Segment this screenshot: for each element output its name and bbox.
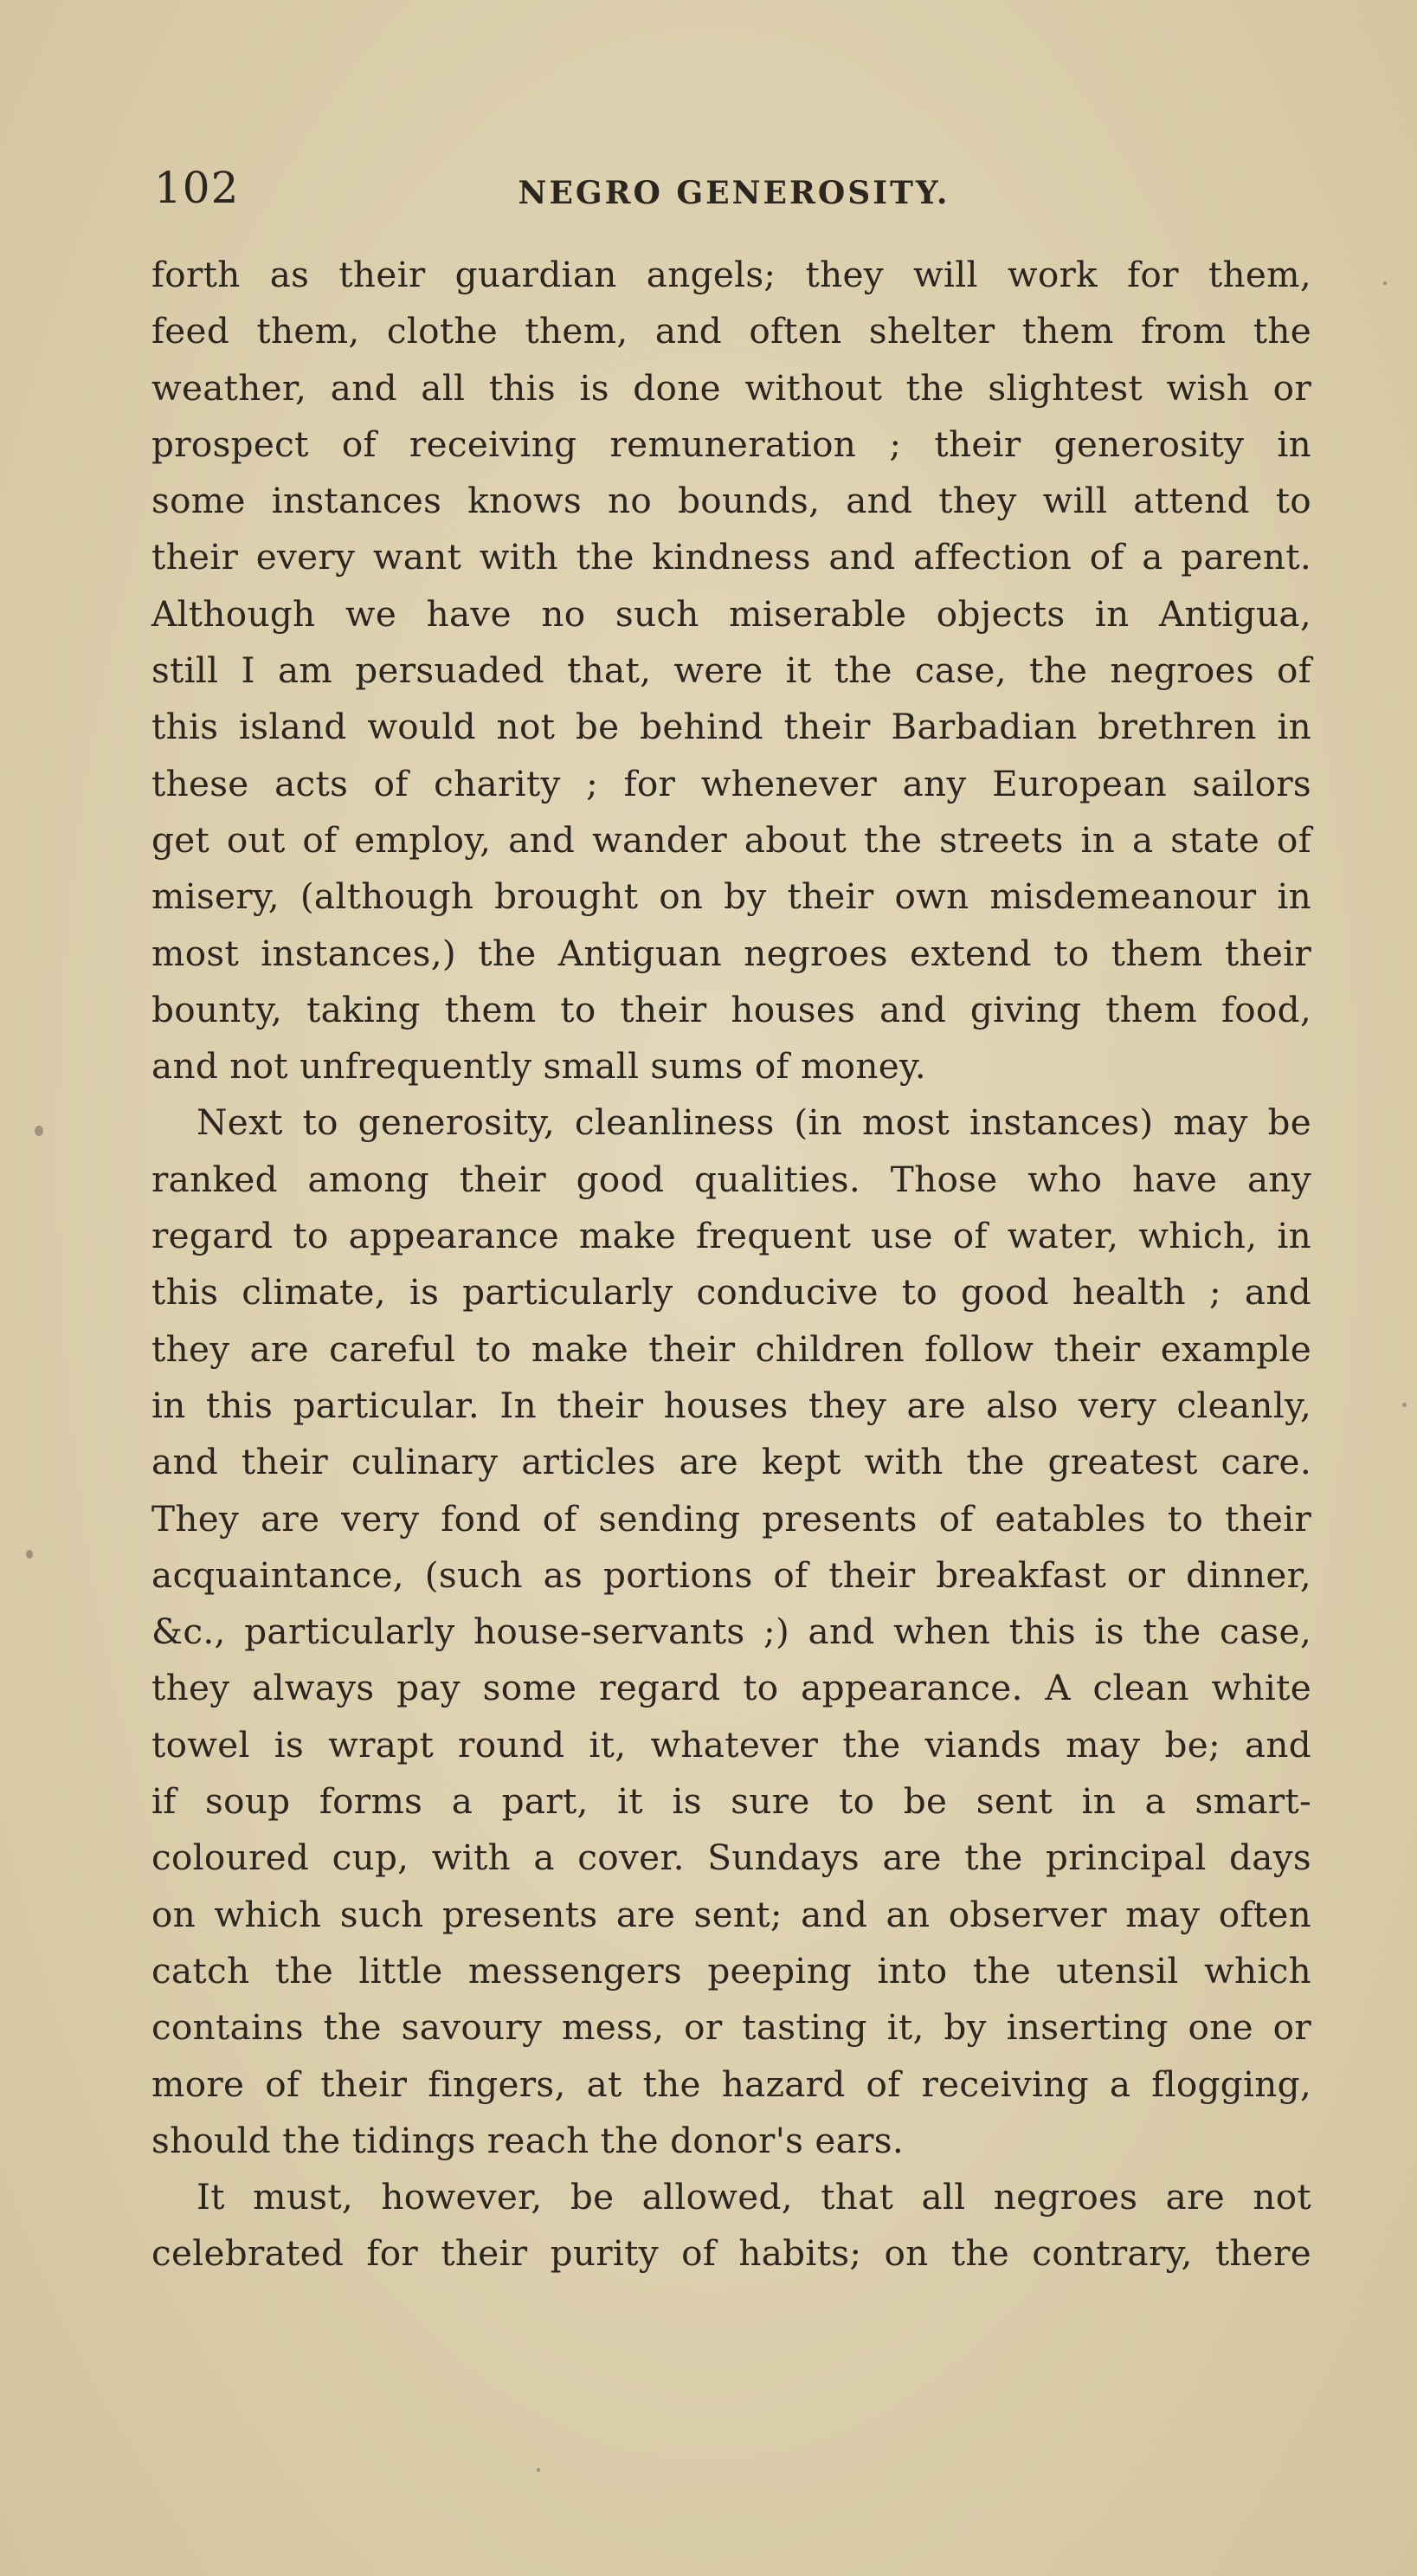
text-line: towel is wrapt round it, whatever the viands may be; and (151, 1723, 1311, 1766)
text-line: feed them, clothe them, and often shelter them from the (151, 310, 1311, 352)
paper-speck (35, 1126, 43, 1136)
text-line: contains the savoury mess, or tasting it, by inserting one or (151, 2006, 1311, 2049)
text-line: It must, however, be allowed, that all negroes are not (196, 2176, 1311, 2218)
paper-speck (1383, 281, 1387, 285)
text-line: prospect of receiving remuneration ; their generosity in (151, 423, 1311, 465)
text-line: acquaintance, (such as portions of their breakfast or dinner, (151, 1553, 1311, 1596)
text-line: and their culinary articles are kept with the greatest care. (151, 1441, 1311, 1483)
text-line: coloured cup, with a cover. Sundays are the principal days (151, 1837, 1311, 1879)
text-line: more of their fingers, at the hazard of receiving a flogging, (151, 2063, 1311, 2105)
paper-speck (1402, 1403, 1407, 1407)
text-line: They are very fond of sending presents of eatables to their (151, 1497, 1311, 1540)
text-line: in this particular. In their houses they are also very cleanly, (151, 1384, 1311, 1426)
body-text (151, 247, 1311, 2282)
paper-speck (26, 1550, 33, 1559)
text-line: most instances,) the Antiguan negroes extend to them their (151, 932, 1311, 974)
text-line: their every want with the kindness and affection of a parent. (151, 536, 1311, 578)
text-line: bounty, taking them to their houses and giving them food, (151, 988, 1311, 1030)
text-line: Although we have no such miserable objects in Antigua, (151, 592, 1311, 635)
text-line: if soup forms a part, it is sure to be sent in a smart- (151, 1780, 1311, 1823)
text-line: these acts of charity ; for whenever any European sailors (151, 762, 1311, 804)
text-line: weather, and all this is done without the slightest wish or (151, 366, 1311, 409)
page-header (154, 163, 1314, 223)
text-line: celebrated for their purity of habits; on the contrary, there (151, 2232, 1311, 2275)
text-line: and not unfrequently small sums of money. (151, 1045, 926, 1088)
text-line: this climate, is particularly conducive to good health ; and (151, 1271, 1311, 1314)
text-line: forth as their guardian angels; they will work for them, (151, 254, 1311, 295)
text-line: ranked among their good qualities. Those who have any (151, 1158, 1311, 1200)
text-line: on which such presents are sent; and an observer may often (151, 1893, 1311, 1935)
text-line: get out of employ, and wander about the streets in a state of (151, 818, 1311, 861)
text-line: this island would not be behind their Barbadian brethren in (151, 706, 1311, 748)
text-line: some instances knows no bounds, and they will attend to (151, 480, 1311, 522)
paper-speck (537, 2468, 540, 2472)
text-line: should the tidings reach the donor's ears. (151, 2119, 905, 2161)
text-line: &c., particularly house-servants ;) and when this is the case, (151, 1611, 1311, 1653)
text-line: misery, (although brought on by their own misdemeanour in (151, 875, 1311, 918)
page-number: 102 (154, 163, 240, 213)
text-line: they always pay some regard to appearance. A clean white (151, 1667, 1311, 1709)
text-line: they are careful to make their children follow their example (151, 1327, 1311, 1370)
text-line: regard to appearance make frequent use of water, which, in (151, 1215, 1311, 1257)
text-line: Next to generosity, cleanliness (in most instances) may be (196, 1101, 1311, 1144)
running-title: NEGRO GENEROSITY. (518, 175, 950, 211)
text-line: still I am persuaded that, were it the case, the negroes of (151, 649, 1311, 692)
text-line: catch the little messengers peeping into the utensil which (151, 1949, 1311, 1992)
